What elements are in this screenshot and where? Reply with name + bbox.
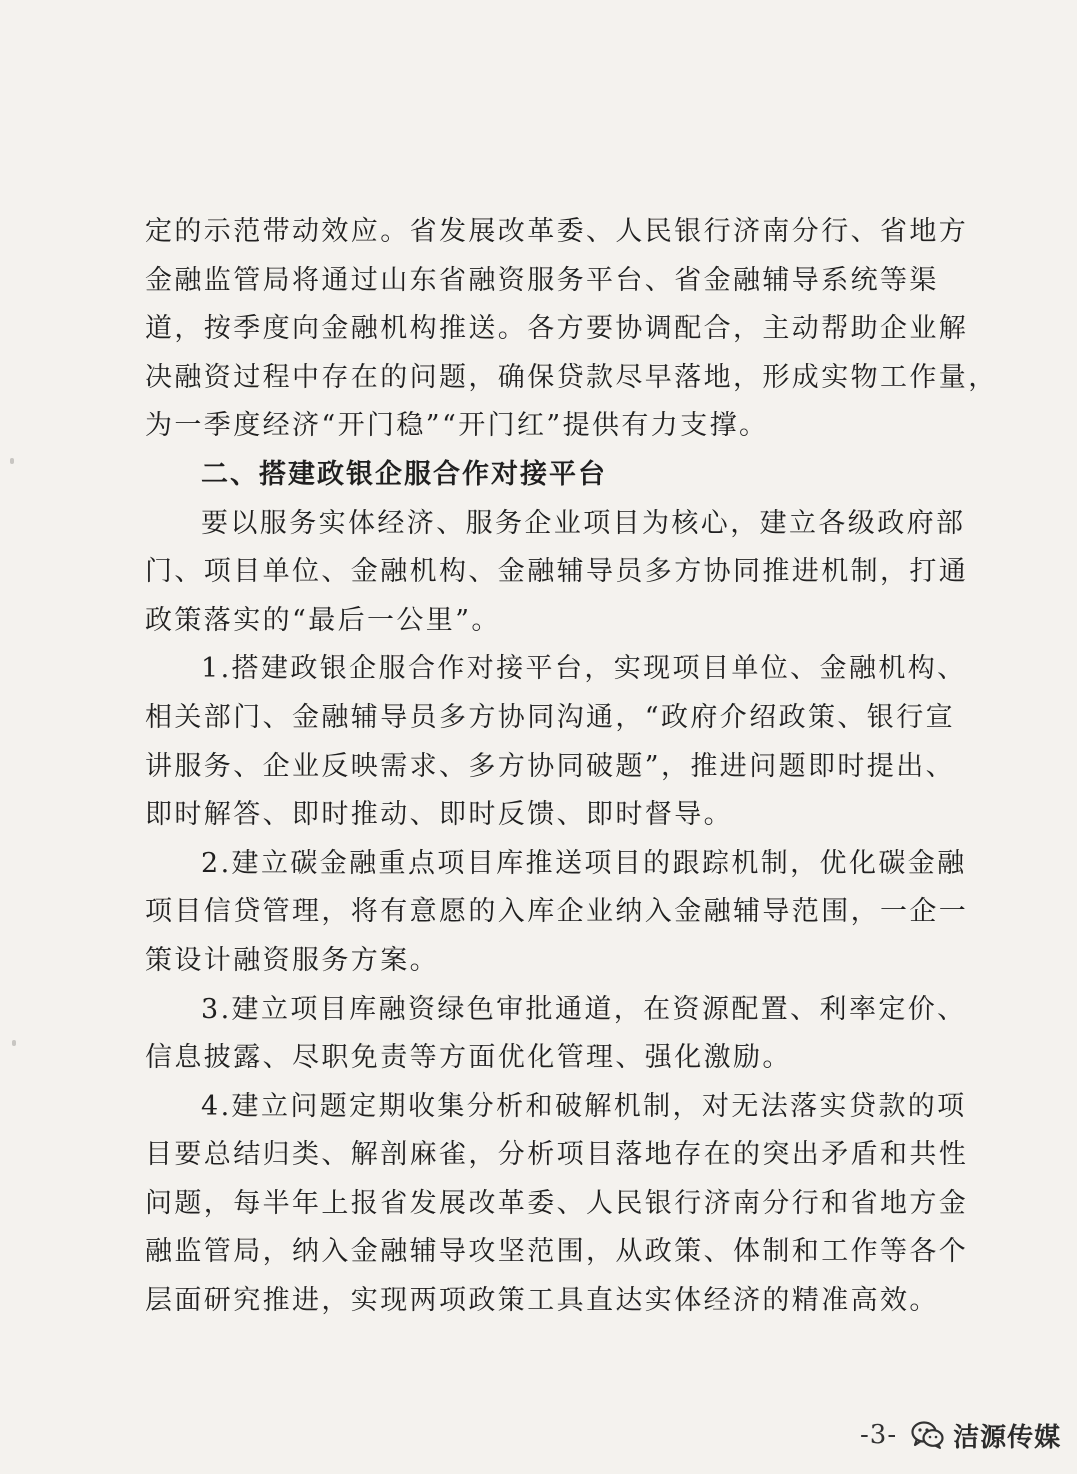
body-line: 信息披露、尽职免责等方面优化管理、强化激励。 <box>145 1042 792 1074</box>
list-item-3-start: 3.建立项目库融资绿色审批通道，在资源配置、利率定价、 <box>201 993 967 1025</box>
page-footer <box>860 1410 1061 1460</box>
scan-speck <box>12 1040 16 1046</box>
brand-name: 洁源传媒 <box>953 1422 1062 1453</box>
list-item-2-start: 2.建立碳金融重点项目库推送项目的跟踪机制，优化碳金融 <box>201 847 967 879</box>
body-line: 道，按季度向金融机构推送。各方要协调配合，主动帮助企业解 <box>145 313 969 345</box>
body-line: 融监管局，纳入金融辅导攻坚范围，从政策、体制和工作等各个 <box>145 1236 969 1268</box>
body-line: 讲服务、企业反映需求、多方协同破题”，推进问题即时提出、 <box>145 750 956 782</box>
body-line: 相关部门、金融辅导员多方协同沟通，“政府介绍政策、银行宣 <box>145 701 956 733</box>
wechat-icon <box>911 1420 945 1450</box>
body-line: 策设计融资服务方案。 <box>145 944 439 976</box>
body-line: 项目信贷管理，将有意愿的入库企业纳入金融辅导范围，一企一 <box>145 896 969 928</box>
body-line: 政策落实的“最后一公里”。 <box>145 604 501 636</box>
list-item-1-start: 1.搭建政银企服合作对接平台，实现项目单位、金融机构、 <box>201 653 967 685</box>
scan-speck <box>10 458 14 464</box>
body-line: 决融资过程中存在的问题，确保贷款尽早落地，形成实物工作量， <box>145 361 998 393</box>
page-number: -3- <box>860 1420 898 1450</box>
body-line: 目要总结归类、解剖麻雀，分析项目落地存在的突出矛盾和共性 <box>145 1139 969 1171</box>
body-line: 为一季度经济“开门稳”“开门红”提供有力支撑。 <box>145 410 769 442</box>
body-line: 即时解答、即时推动、即时反馈、即时督导。 <box>145 799 733 831</box>
body-line: 定的示范带动效应。省发展改革委、人民银行济南分行、省地方 <box>145 216 969 247</box>
body-line: 金融监管局将通过山东省融资服务平台、省金融辅导系统等渠 <box>145 264 939 296</box>
document-body <box>145 208 998 1326</box>
list-item-4-start: 4.建立问题定期收集分析和破解机制，对无法落实贷款的项 <box>201 1090 967 1122</box>
paragraph-start: 要以服务实体经济、服务企业项目为核心，建立各级政府部 <box>201 507 966 539</box>
body-line: 门、项目单位、金融机构、金融辅导员多方协同推进机制，打通 <box>145 556 969 588</box>
body-line: 问题，每半年上报省发展改革委、人民银行济南分行和省地方金 <box>145 1187 969 1219</box>
body-line: 层面研究推进，实现两项政策工具直达实体经济的精准高效。 <box>145 1285 939 1317</box>
section-heading: 二、搭建政银企服合作对接平台 <box>201 458 607 490</box>
